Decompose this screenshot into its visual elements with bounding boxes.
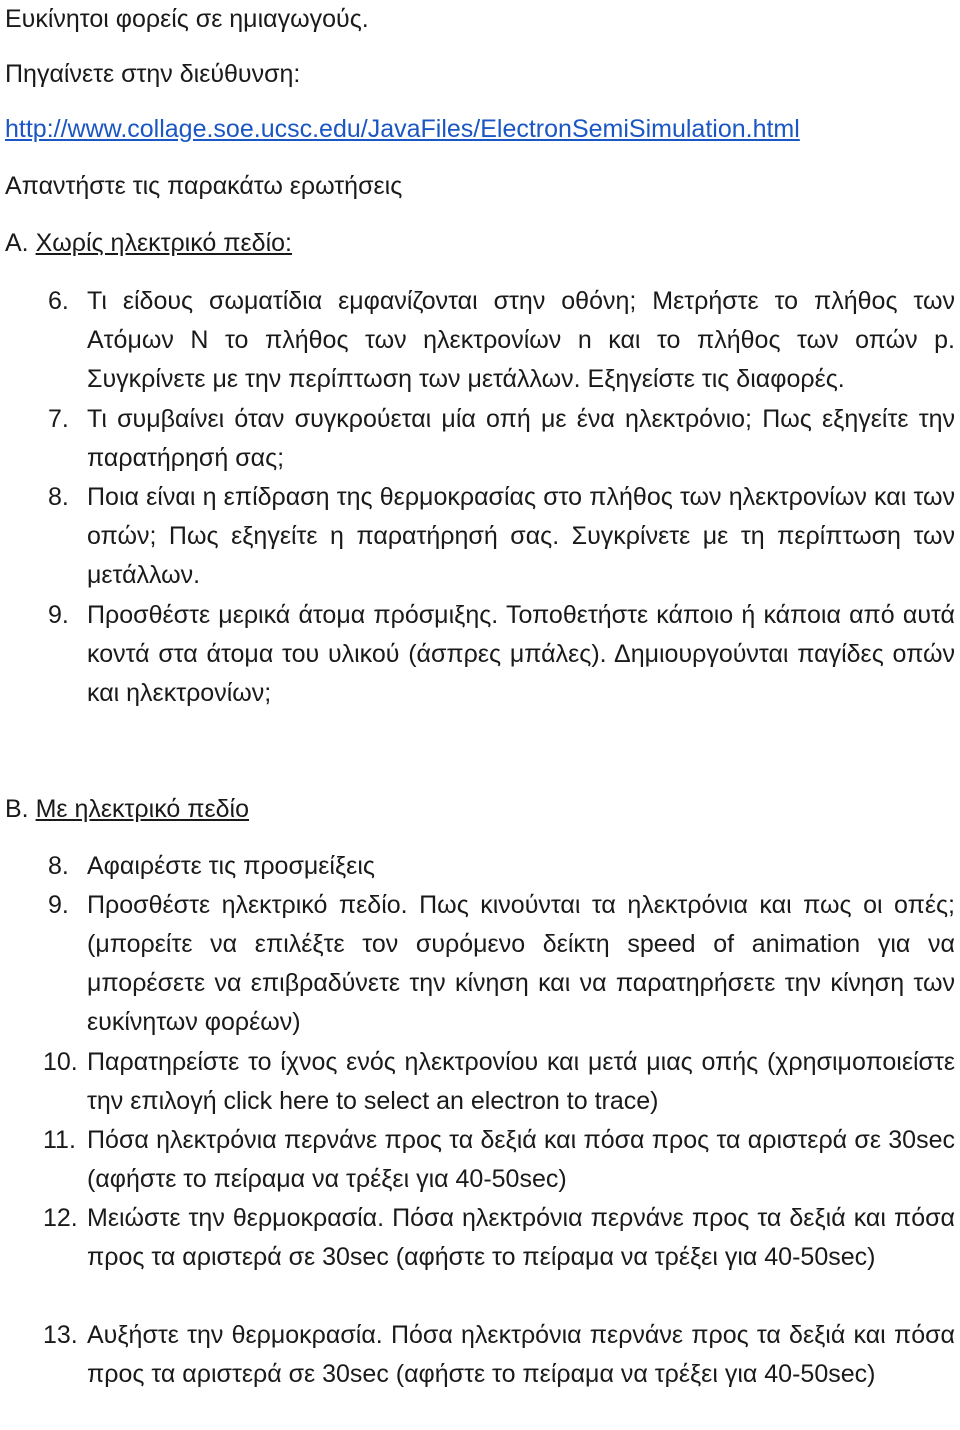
question-6 (5, 282, 955, 399)
question-7 (5, 400, 955, 478)
document-title: Ευκίνητοι φορείς σε ημιαγωγούς. (5, 5, 369, 33)
question-8 (5, 478, 955, 595)
instructions-text: Απαντήστε τις παρακάτω ερωτήσεις (5, 172, 403, 200)
section-a-letter: A. (5, 229, 29, 257)
question-number: 6. (48, 287, 69, 315)
question-b-12 (5, 1199, 955, 1277)
question-number: 8. (48, 483, 69, 511)
question-text: Προσθέστε ηλεκτρικό πεδίο. Πως κινούνται τα ηλεκτρόνια και πως οι οπές; (μπορείτε να επιλέξτε τον συρόμενο δείκτη speed of animation για να μπορέσετε να επιβραδύνετε την κίνηση και να παρατηρήσετε την κίνηση των ευκίνητων φορέων) (87, 891, 955, 1036)
question-b-10 (5, 1043, 955, 1121)
simulation-link[interactable]: http://www.collage.soe.ucsc.edu/JavaFiles/ElectronSemiSimulation.html (5, 115, 800, 143)
question-text: Τι συμβαίνει όταν συγκρούεται μία οπή με ένα ηλεκτρόνιο; Πως εξηγείτε την παρατήρησή σας; (87, 405, 955, 472)
question-text: Προσθέστε μερικά άτομα πρόσμιξης. Τοποθετήστε κάποιο ή κάποια από αυτά κοντά στα άτομα του υλικού (άσπρες μπάλες). Δημιουργούνται παγίδες οπών και ηλεκτρονίων; (87, 601, 955, 707)
question-b-9 (5, 886, 955, 1042)
question-b-11 (5, 1121, 955, 1199)
question-b-13 (5, 1316, 955, 1394)
section-a-title: Χωρίς ηλεκτρικό πεδίο: (35, 229, 292, 257)
question-number: 9. (48, 601, 69, 629)
question-text: Αφαιρέστε τις προσμείξεις (87, 852, 375, 880)
question-text: Παρατηρείστε το ίχνος ενός ηλεκτρονίου και μετά μιας οπής (χρησιμοποιείστε την επιλογή click here to select an electron to trace) (87, 1048, 955, 1115)
question-9 (5, 596, 955, 713)
section-b-letter: B. (5, 795, 29, 823)
question-number: 13. (43, 1321, 78, 1349)
question-number: 11. (43, 1126, 76, 1154)
question-number: 12. (43, 1204, 78, 1232)
section-b-heading (5, 790, 249, 829)
question-number: 10. (43, 1048, 78, 1076)
section-b-title: Με ηλεκτρικό πεδίο (35, 795, 250, 823)
question-text: Τι είδους σωματίδια εμφανίζονται στην οθόνη; Μετρήστε το πλήθος των Ατόμων N το πλήθος των ηλεκτρονίων n και το πλήθος των οπών p. Συγκρίνετε με την περίπτωση των μετάλλων. Εξηγείστε τις διαφορές. (87, 287, 955, 393)
question-text: Μειώστε την θερμοκρασία. Πόσα ηλεκτρόνια περνάνε προς τα δεξιά και πόσα προς τα αριστερά σε 30sec (αφήστε το πείραμα να τρέξει για 40-50sec) (87, 1204, 955, 1271)
question-text: Αυξήστε την θερμοκρασία. Πόσα ηλεκτρόνια περνάνε προς τα δεξιά και πόσα προς τα αριστερά σε 30sec (αφήστε το πείραμα να τρέξει για 40-50sec) (87, 1321, 955, 1388)
goto-label: Πηγαίνετε στην διεύθυνση: (5, 60, 301, 88)
question-number: 7. (48, 405, 69, 433)
section-a-heading (5, 224, 292, 263)
question-text: Πόσα ηλεκτρόνια περνάνε προς τα δεξιά και πόσα προς τα αριστερά σε 30sec (αφήστε το πείραμα να τρέξει για 40-50sec) (87, 1126, 955, 1193)
question-text: Ποια είναι η επίδραση της θερμοκρασίας στο πλήθος των ηλεκτρονίων και των οπών; Πως εξηγείτε η παρατήρησή σας. Συγκρίνετε με τη περίπτωση των μετάλλων. (87, 483, 955, 589)
question-number: 9. (48, 891, 69, 919)
question-number: 8. (48, 852, 69, 880)
question-b-8 (5, 847, 955, 886)
